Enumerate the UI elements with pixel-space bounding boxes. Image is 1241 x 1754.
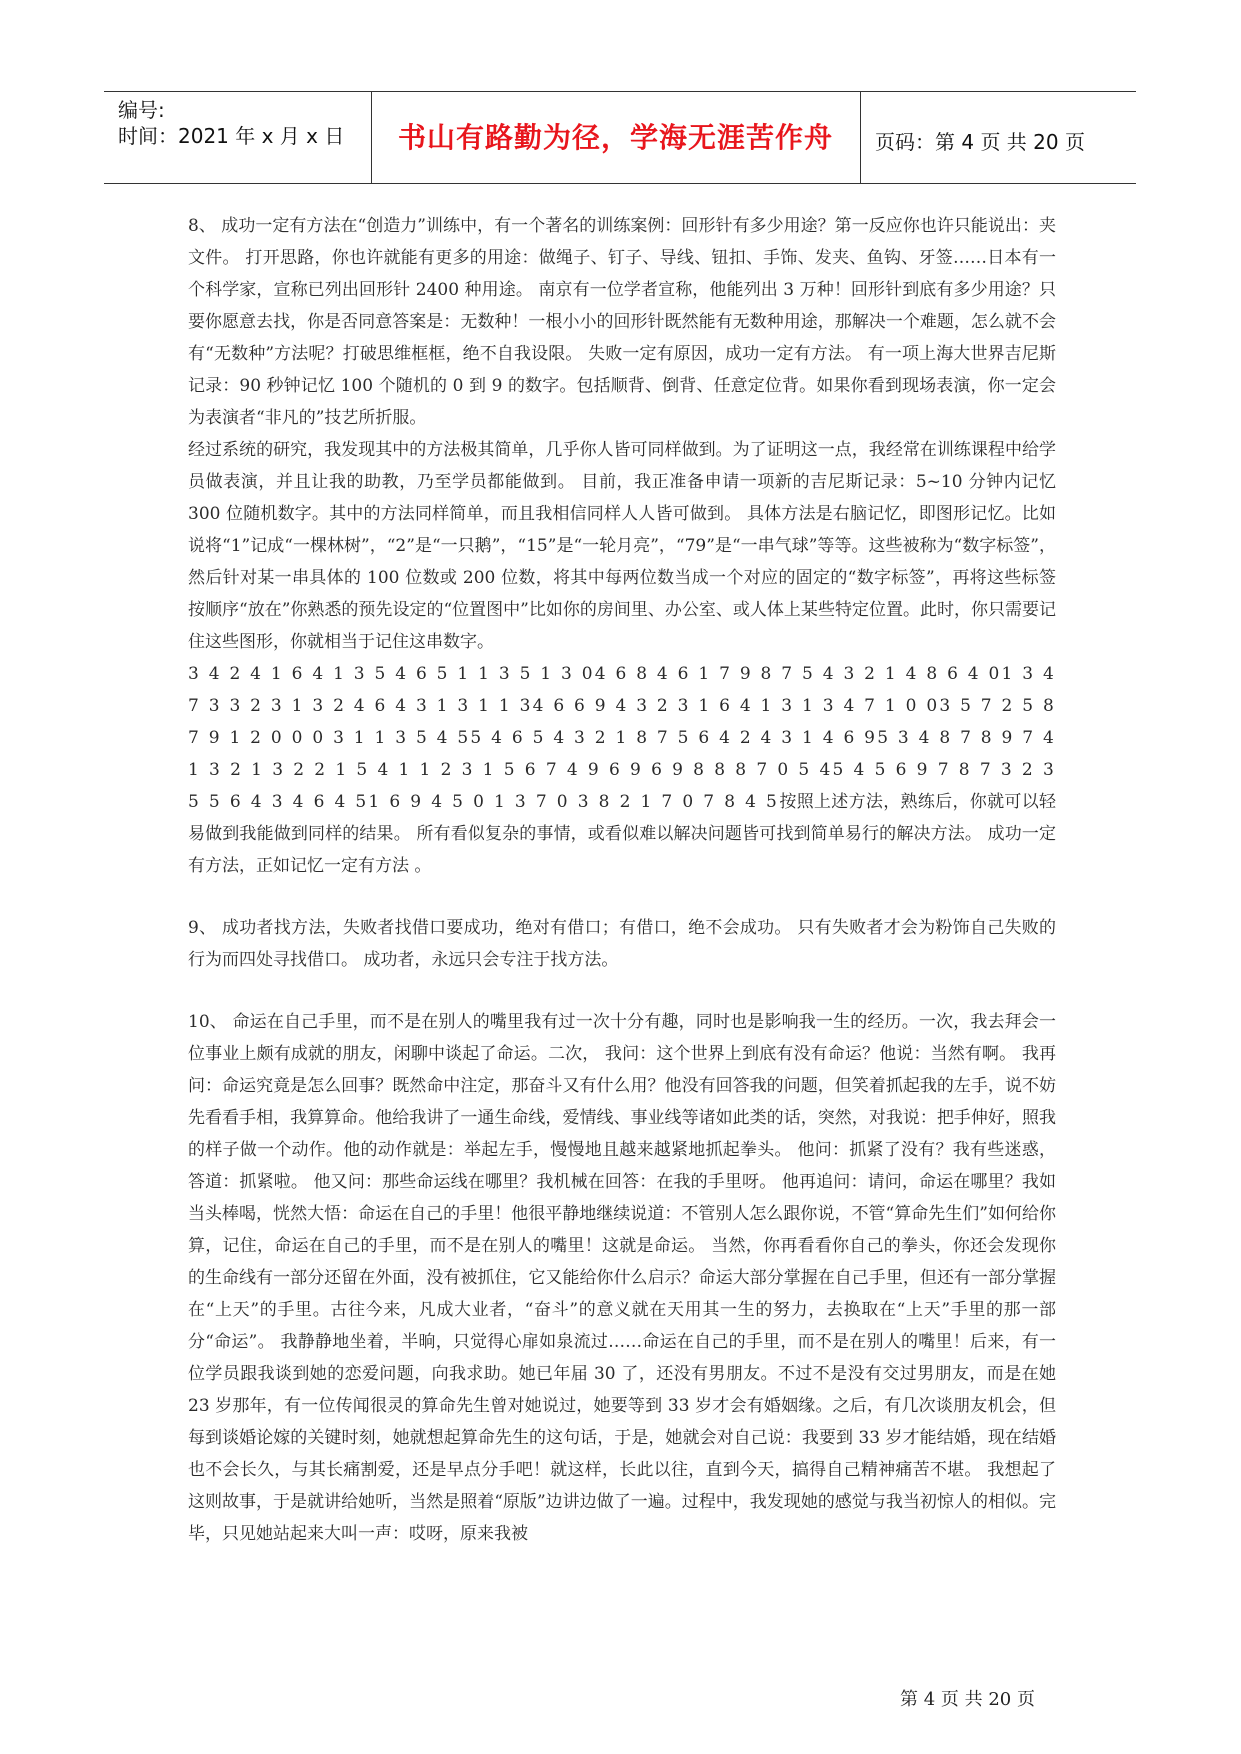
- doc-time-label: 时间：2021 年 x 月 x 日: [118, 124, 345, 148]
- digit-sequence: 3 4 2 4 1 6 4 1 3 5 4 6 5 1 1 3 5 1 3 04 6 8 4 6 1 7 9 8 7 5 4 3 2 1 4 8 6 4 01 3 4 7 3 3 2 3 1 3 2 4 6 4 3 1 3 1 1 34 6 6 9 4 3 2 3 1 6 4 1 3 1 3 4 7 1 0 03 5 7 2 5 8 7 9 1 2 0 0 0 3 1 1 3 5 4 55 4 6 5 4 3 2 1 8 7 5 6 4 2 4 3 1 4 6 95 3 4 8 7 8 9 7 4 1 3 2 1 3 2 2 1 5 4 1 1 2 3 1 5 6 7 4 9 6 9 6 9 8 8 8 7 0 5 45 4 5 6 9 7 8 7 3 2 3 5 5 6 4 3 4 6 4 51 6 9 4 5 0 1 3 7 0 3 8 2 1 7 0 7 8 4 5: [188, 664, 1056, 812]
- header-motto: 书山有路勤为径，学海无涯苦作舟: [397, 121, 833, 154]
- paragraph-10: 10、 命运在自己手里，而不是在别人的嘴里我有过一次十分有趣，同时也是影响我一生的经历。一次，我去拜会一位事业上颇有成就的朋友，闲聊中谈起了命运。二次， 我问：这个世界上到底有没有命运？他说：当然有啊。 我再问：命运究竟是怎么回事？既然命中注定，那奋斗又有什么用？他没有回答我的问题，但笑着抓起我的左手，说不妨先看看手相，我算算命。他给我讲了一通生命线，爱情线、事业线等诸如此类的话，突然，对我说：把手伸好，照我的样子做一个动作。他的动作就是：举起左手，慢慢地且越来越紧地抓起拳头。 他问：抓紧了没有？我有些迷惑，答道：抓紧啦。 他又问：那些命运线在哪里？我机械在回答：在我的手里呀。 他再追问：请问，命运在哪里？我如当头棒喝，恍然大悟：命运在自己的手里！他很平静地继续说道：不管别人怎么跟你说，不管“算命先生们”如何给你算，记住，命运在自己的手里，而不是在别人的嘴里！这就是命运。 当然，你再看看你自己的拳头，你还会发现你的生命线有一部分还留在外面，没有被抓住，它又能给你什么启示？命运大部分掌握在自己手里，但还有一部分掌握在“上天”的手里。古往今来，凡成大业者，“奋斗”的意义就在天用其一生的努力，去换取在“上天”手里的那一部分“命运”。 我静静地坐着，半晌，只觉得心扉如泉流过……命运在自己的手里，而不是在别人的嘴里！后来，有一位学员跟我谈到她的恋爱问题，向我求助。她已年届 30 了，还没有男朋友。不过不是没有交过男朋友，而是在她 23 岁那年，有一位传闻很灵的算命先生曾对她说过，她要等到 33 岁才会有婚姻缘。之后，有几次谈朋友机会，但每到谈婚论嫁的关键时刻，她就想起算命先生的这句话，于是，她就会对自己说：我要到 33 岁才能结婚，现在结婚也不会长久，与其长痛割爱，还是早点分手吧！就这样，长此以往，直到今天，搞得自己精神痛苦不堪。 我想起了这则故事，于是就讲给她听，当然是照着“原版”边讲边做了一遍。过程中，我发现她的感觉与我当初惊人的相似。完毕，只见她站起来大叫一声：哎呀，原来我被: [188, 1012, 1056, 1544]
- page-number-label: 页码：第 4 页 共 20 页: [875, 130, 1085, 154]
- page-footer: 第 4 页 共 20 页: [900, 1689, 1035, 1710]
- paragraph-8-digits: [188, 658, 1056, 882]
- header-bottom-rule: [104, 183, 1136, 184]
- paragraph-9: 9、 成功者找方法，失败者找借口要成功，绝对有借口；有借口，绝不会成功。 只有失败者才会为粉饰自己失败的行为而四处寻找借口。 成功者，永远只会专注于找方法。: [188, 918, 1056, 970]
- doc-number-label: 编号:: [118, 98, 165, 122]
- header-divider-right: [860, 91, 861, 183]
- paragraph-8-continued: 经过系统的研究，我发现其中的方法极其简单，几乎你人皆可同样做到。为了证明这一点，我经常在训练课程中给学员做表演，并且让我的助教，乃至学员都能做到。 目前，我正准备申请一项新的吉尼斯记录：5~10 分钟内记忆 300 位随机数字。其中的方法同样简单，而且我相信同样人人皆可做到。 具体方法是右脑记忆，即图形记忆。比如说将“1”记成“一棵林树”，“2”是“一只鹅”，“15”是“一轮月亮”，“79”是“一串气球”等等。这些被称为“数字标签”，然后针对某一串具体的 100 位数或 200 位数，将其中每两位数当成一个对应的固定的“数字标签”，再将这些标签按顺序“放在”你熟悉的预先设定的“位置图中”比如你的房间里、办公室、或人体上某些特定位置。此时，你只需要记住这些图形，你就相当于记住这串数字。: [188, 440, 1056, 652]
- paragraph-8-conclusion: 按照上述方法，熟练后，你就可以轻易做到我能做到同样的结果。 所有看似复杂的事情，或看似难以解决问题皆可找到简单易行的解决方法。 成功一定有方法，正如记忆一定有方法 。: [188, 792, 1057, 876]
- document-body: [188, 210, 1056, 1550]
- paragraph-8: 8、 成功一定有方法在“创造力”训练中，有一个著名的训练案例：回形针有多少用途？第一反应你也许只能说出：夹文件。 打开思路，你也许就能有更多的用途：做绳子、钉子、导线、钮扣、手饰、发夹、鱼钩、牙签……日本有一个科学家，宣称已列出回形针 2400 种用途。 南京有一位学者宣称，他能列出 3 万种！回形针到底有多少用途？只要你愿意去找，你是否同意答案是：无数种！一根小小的回形针既然能有无数种用途，那解决一个难题，怎么就不会有“无数种”方法呢？打破思维框框，绝不自我设限。 失败一定有原因，成功一定有方法。 有一项上海大世界吉尼斯记录：90 秒钟记忆 100 个随机的 0 到 9 的数字。包括顺背、倒背、任意定位背。如果你看到现场表演，你一定会为表演者“非凡的”技艺所折服。: [188, 216, 1056, 428]
- header-top-rule: [104, 91, 1136, 92]
